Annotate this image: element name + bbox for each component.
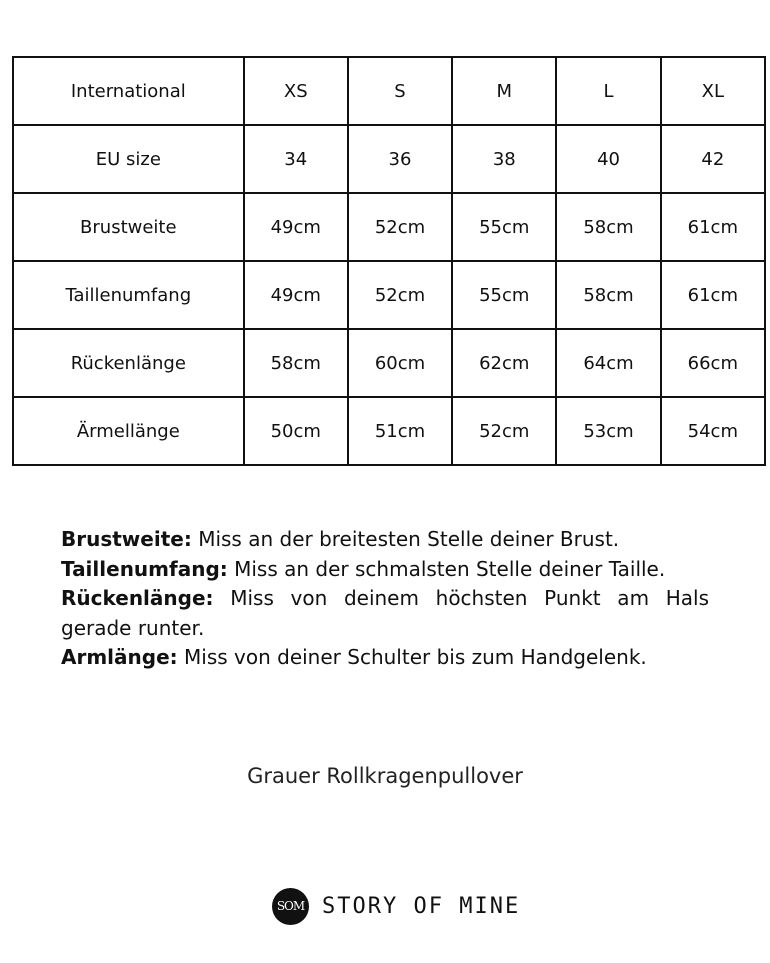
table-cell: 54cm xyxy=(661,397,765,465)
table-cell: 58cm xyxy=(244,329,348,397)
brand-logo-icon: SOM xyxy=(272,888,309,925)
table-cell: 49cm xyxy=(244,261,348,329)
table-cell: 50cm xyxy=(244,397,348,465)
table-cell: 55cm xyxy=(452,193,556,261)
header-label-cell: International xyxy=(13,57,244,125)
brand-footer xyxy=(272,887,520,925)
table-cell: 61cm xyxy=(661,193,765,261)
note-term: Brustweite: xyxy=(61,527,192,551)
table-cell: 42 xyxy=(661,125,765,193)
note-text: Miss an der schmalsten Stelle deiner Taille. xyxy=(227,556,666,581)
table-cell: 64cm xyxy=(556,329,660,397)
table-cell: 34 xyxy=(244,125,348,193)
note-term: Rückenlänge: xyxy=(61,586,214,610)
table-cell: 62cm xyxy=(452,329,556,397)
table-row-aermellaenge xyxy=(13,397,765,465)
table-cell: 38 xyxy=(452,125,556,193)
row-label: EU size xyxy=(13,125,244,193)
table-cell: 51cm xyxy=(348,397,452,465)
table-cell: 60cm xyxy=(348,329,452,397)
size-chart-table xyxy=(12,56,766,466)
row-label: Brustweite xyxy=(13,193,244,261)
note-brustweite xyxy=(61,525,709,555)
size-m-header: M xyxy=(452,57,556,125)
note-text: Miss an der breitesten Stelle deiner Brust. xyxy=(191,527,620,551)
size-xl-header: XL xyxy=(661,57,765,125)
row-label: Taillenumfang xyxy=(13,261,244,329)
note-taillenumfang xyxy=(61,555,709,585)
note-term: Taillenumfang: xyxy=(61,556,228,581)
row-label: Rückenlänge xyxy=(13,329,244,397)
table-cell: 40 xyxy=(556,125,660,193)
note-text: Miss von deinem höchsten Punkt am Hals gerade runter. xyxy=(61,586,709,640)
row-label: Ärmellänge xyxy=(13,397,244,465)
table-cell: 61cm xyxy=(661,261,765,329)
table-cell: 36 xyxy=(348,125,452,193)
table-cell: 52cm xyxy=(348,193,452,261)
table-cell: 58cm xyxy=(556,261,660,329)
note-armlaenge xyxy=(61,643,709,673)
size-s-header: S xyxy=(348,57,452,125)
table-row-brustweite xyxy=(13,193,765,261)
table-cell: 58cm xyxy=(556,193,660,261)
table-cell: 66cm xyxy=(661,329,765,397)
measurement-notes xyxy=(61,525,709,673)
size-l-header: L xyxy=(556,57,660,125)
table-row-taillenumfang xyxy=(13,261,765,329)
table-row-rueckenlaenge xyxy=(13,329,765,397)
table-header-row xyxy=(13,57,765,125)
note-term: Armlänge: xyxy=(61,645,178,669)
size-xs-header: XS xyxy=(244,57,348,125)
table-row-eu-size xyxy=(13,125,765,193)
product-name: Grauer Rollkragenpullover xyxy=(247,764,523,788)
table-cell: 49cm xyxy=(244,193,348,261)
table-cell: 53cm xyxy=(556,397,660,465)
note-text: Miss von deiner Schulter bis zum Handgelenk. xyxy=(177,645,647,669)
brand-name: STORY OF MINE xyxy=(322,893,521,919)
table-cell: 52cm xyxy=(452,397,556,465)
note-rueckenlaenge xyxy=(61,584,709,643)
table-cell: 55cm xyxy=(452,261,556,329)
table-cell: 52cm xyxy=(348,261,452,329)
